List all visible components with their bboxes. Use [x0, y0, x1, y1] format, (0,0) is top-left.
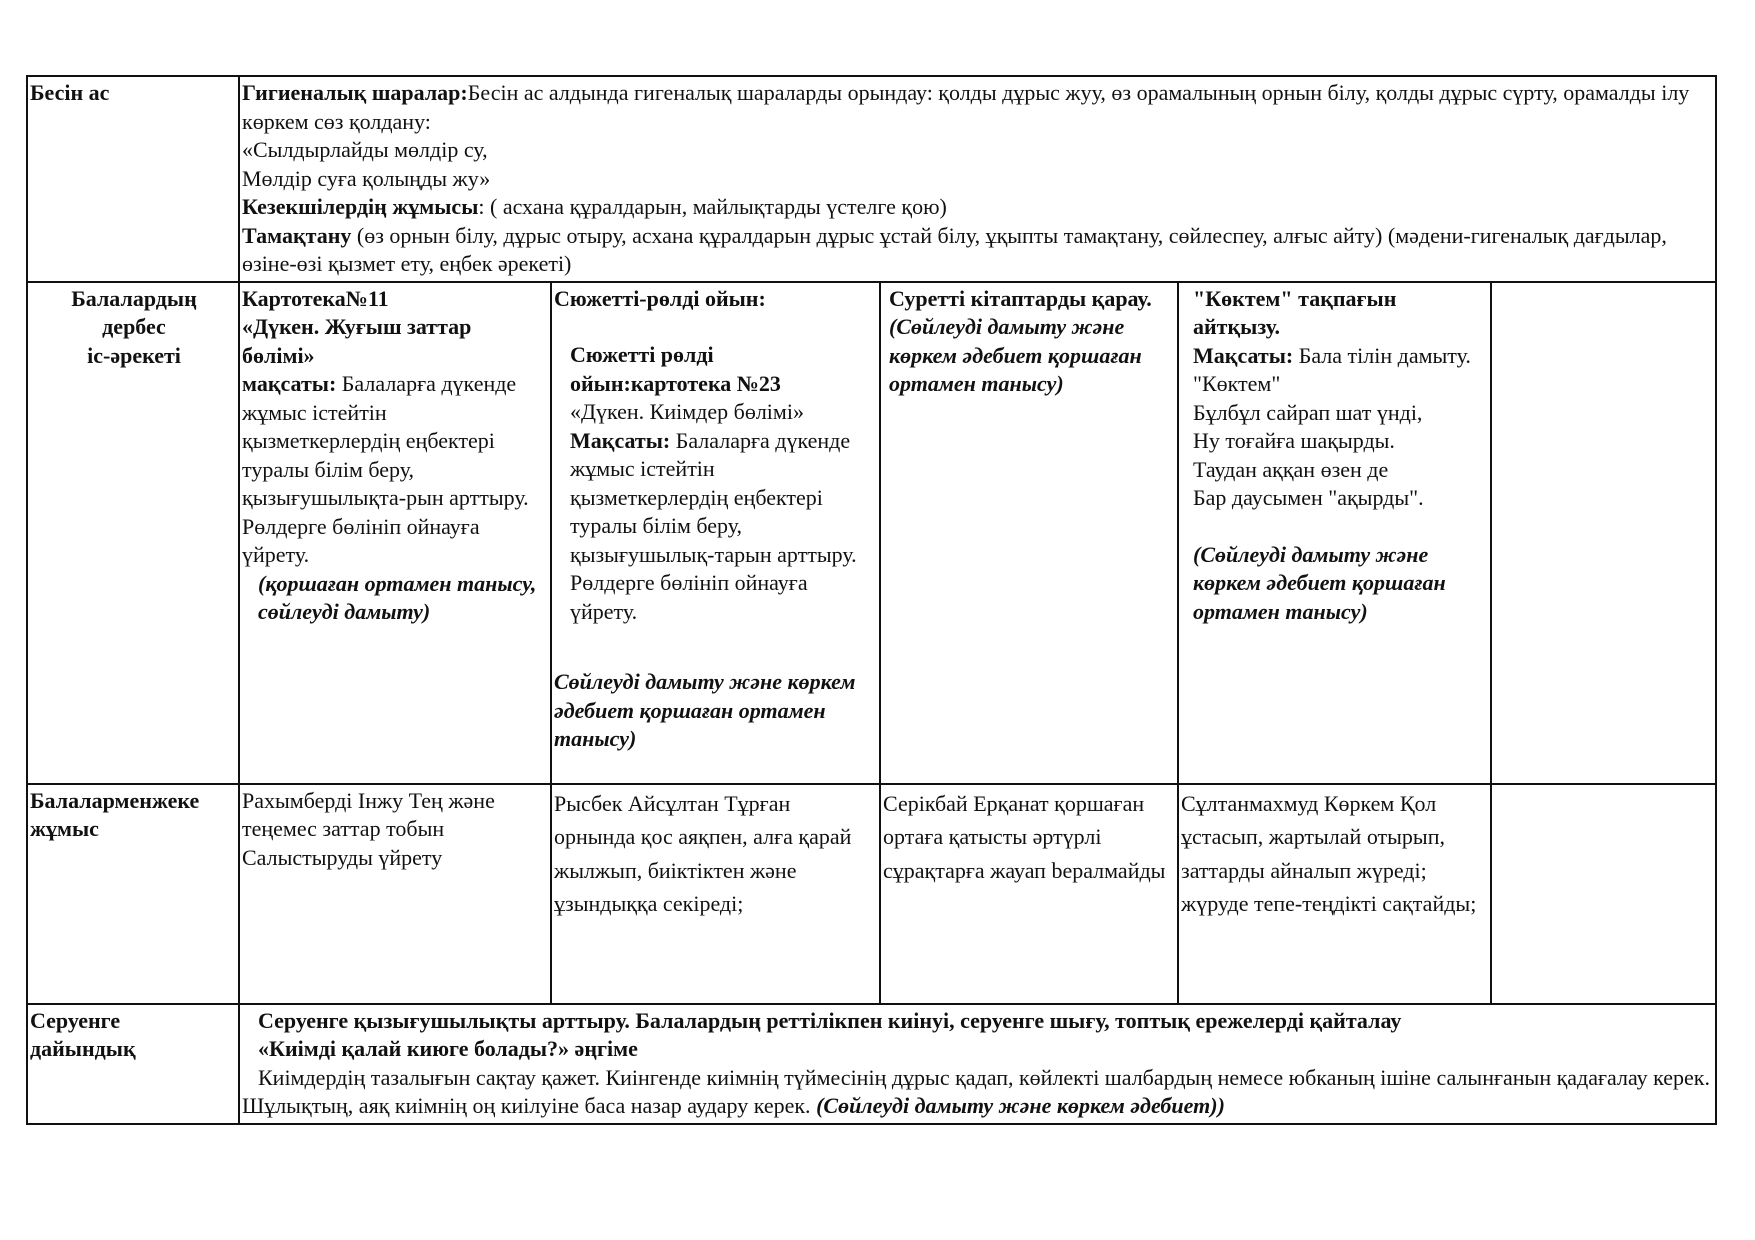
- spring-note: (Сөйлеуді дамыту және көркем әдебиет қоршаған ортамен танысу): [1193, 541, 1446, 624]
- row-label-walk-preparation: [27, 1004, 239, 1124]
- role-play-goal-text: Балаларға дүкенде жұмыс істейтін қызметкерлердің еңбектері туралы білім беру, қызығушылық-тарын арттыру. Рөлдерге бөлініп ойнауға үйрету.: [570, 427, 857, 624]
- individual-work-label-2: жеке: [151, 787, 200, 813]
- card-11-note: (қоршаған ортамен танысу, сөйлеуді дамыту): [258, 570, 537, 624]
- activity-cell-3: [880, 282, 1178, 784]
- individual-note-3: Серікбай Ерқанат қоршаған ортаға қатысты әртүрлі сұрақтарға жауап beралмайды: [883, 790, 1166, 883]
- card-11-subtitle: «Дүкен. Жуғыш заттар бөлімі»: [242, 314, 472, 368]
- walk-prep-label-2: дайындық: [30, 1036, 136, 1061]
- individual-note-2: Рысбек Айсұлтан Тұрған орнында қос аяқпен, алға қарай жылжып, биіктіктен және ұзындыққа секіреді;: [554, 790, 852, 916]
- walk-prep-label-1: Серуенге: [30, 1007, 121, 1033]
- eating-title: Тамақтану: [242, 222, 352, 248]
- spring-poem-line-2: Ну тоғайға шақырды.: [1193, 428, 1395, 453]
- individual-cell-5: [1491, 784, 1716, 1004]
- row-label-independent-activity: [27, 282, 239, 784]
- walk-prep-text: Киімдердің тазалығын сақтау қажет. Киінгенде киімнің түймесінің дұрыс қадап, көйлекті шалбардың немесе юбканың ішіне салынғанын қадағалау керек. Шұлықтың, аяқ киімнің оң киілуіне баса назар аудару керек.: [242, 1064, 1710, 1118]
- walk-prep-talk-title: «Киімді қалай киюге болады?» әңгіме: [258, 1036, 638, 1061]
- picture-books-note: (Сөйлеуді дамыту және көркем әдебиет қоршаған ортамен танысу): [889, 314, 1142, 396]
- role-play-note: Сөйлеуді дамыту және көркем әдебиет қоршаған ортамен танысу): [554, 669, 856, 751]
- role-play-heading: Сюжетті-рөлді ойын:: [554, 285, 766, 311]
- eating-text: (өз орнын білу, дұрыс отыру, асхана құралдарын дұрыс ұстай білу, ұқыпты тамақтану, сөйлеспеу, алғыс айту) (мәдени-гигеналық дағдылар, өзіне-өзі қызмет ету, еңбек әрекеті): [242, 222, 1667, 276]
- spring-poem-line-3: Таудан аққан өзен де: [1193, 456, 1389, 482]
- afternoon-snack-content: [239, 76, 1716, 282]
- individual-work-label-1: Балалармен: [30, 787, 152, 813]
- poem-line-2: Мөлдір суға қолыңды жу»: [242, 165, 491, 191]
- spring-goal-title: Мақсаты:: [1193, 342, 1294, 368]
- individual-cell-4: [1178, 784, 1491, 1004]
- individual-note-4: Сұлтанмахмуд Көркем Қол ұстасып, жартылай отырып, заттарды айналып жүреді; жүруде тепе-теңдікті сақтайды;: [1181, 790, 1477, 916]
- spring-poem-task: "Көктем" тақпағын айтқызу.: [1193, 285, 1397, 339]
- row-independent-activity: [27, 282, 1716, 784]
- poem-line-1: «Сылдырлайды мөлдір су,: [242, 137, 488, 162]
- individual-cell-3: [880, 784, 1178, 1004]
- duty-title: Кезекшілердің жұмысы: [242, 194, 479, 219]
- row-walk-preparation: [27, 1004, 1716, 1124]
- hygiene-title: Гигиеналық шаралар:: [242, 80, 468, 105]
- spring-poem-title: "Көктем": [1193, 371, 1281, 396]
- picture-books-title: Суретті кітаптарды қарау.: [889, 285, 1152, 311]
- independent-activity-label-2: дербес: [102, 314, 166, 339]
- independent-activity-label-1: Балалардың: [71, 285, 197, 311]
- card-11-goal-title: мақсаты:: [242, 371, 337, 396]
- spring-goal-text: Бала тілін дамыту.: [1293, 342, 1471, 368]
- role-play-title: Сюжетті рөлді ойын:картотека №23: [570, 342, 781, 396]
- card-11-title: Картотека№11: [242, 285, 389, 311]
- schedule-sheet: [26, 75, 1715, 1120]
- role-play-goal-title: Мақсаты:: [570, 427, 671, 453]
- card-11-goal-text: Балаларға дүкенде жұмыс істейтін қызметкерлердің еңбектері туралы білім беру, қызығушылықта-рын арттыру. Рөлдерге бөлініп ойнауға үйрету.: [242, 371, 529, 567]
- hygiene-text: Бесін ас алдында гигеналық шараларды орындау: қолды дұрыс жуу, өз орамалының орнын білу, қолды дұрыс сүрту, орамалды ілу көркем сөз қолдану:: [242, 80, 1690, 134]
- activity-cell-5: [1491, 282, 1716, 784]
- schedule-table: [26, 75, 1717, 1125]
- afternoon-snack-label: Бесін ас: [30, 80, 110, 105]
- spring-poem-line-4: Бар даусымен "ақырды".: [1193, 485, 1424, 510]
- walk-prep-note: (Сөйлеуді дамыту және көркем әдебиет)): [816, 1093, 1225, 1118]
- row-label-afternoon-snack: [27, 76, 239, 282]
- row-afternoon-snack: [27, 76, 1716, 282]
- activity-cell-4: [1178, 282, 1491, 784]
- individual-cell-2: [551, 784, 880, 1004]
- row-individual-work: [27, 784, 1716, 1004]
- activity-cell-1: [239, 282, 551, 784]
- walk-prep-title: Серуенге қызығушылықты арттыру. Балалардың реттілікпен киінуі, серуенге шығу, топтық ережелерді қайталау: [258, 1007, 1402, 1033]
- walk-prep-content: [239, 1004, 1716, 1124]
- individual-note-1: Рахымберді Інжу Тең және теңемес заттар тобын Салыстыруды үйрету: [242, 787, 495, 870]
- role-play-subtitle: «Дүкен. Киімдер бөлімі»: [570, 399, 804, 424]
- spring-poem-line-1: Бұлбұл сайрап шат үнді,: [1193, 399, 1423, 425]
- row-label-individual-work: [27, 784, 239, 1004]
- individual-work-label-3: жұмыс: [30, 816, 99, 841]
- duty-text: : ( асхана құралдарын, майлықтарды үстелге қою): [478, 194, 947, 219]
- activity-cell-2: [551, 282, 880, 784]
- individual-cell-1: [239, 784, 551, 1004]
- independent-activity-label-3: іс-әрекеті: [87, 342, 181, 368]
